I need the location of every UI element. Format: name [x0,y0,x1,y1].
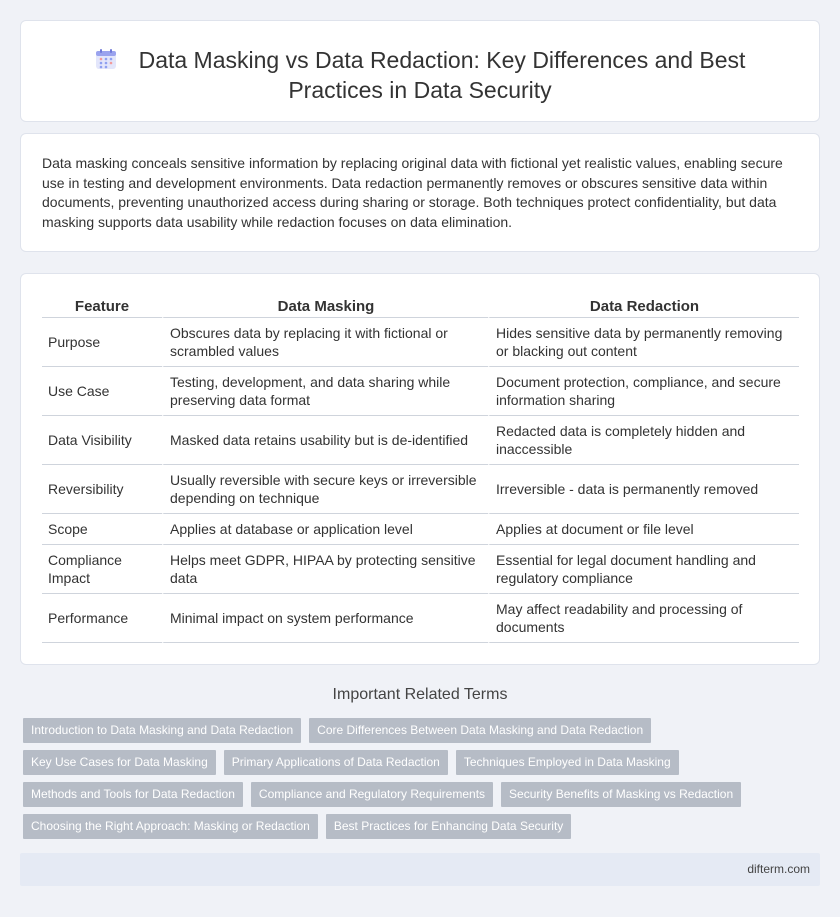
comparison-table [42,294,799,643]
feature-cell: Compliance Impact [42,545,162,594]
table-row [42,514,799,545]
tag-row [23,718,823,743]
masking-cell: Testing, development, and data sharing while preserving data format [162,367,488,416]
footer-site-link[interactable]: difterm.com [747,862,810,876]
feature-cell: Reversibility [42,465,162,514]
redaction-cell: Document protection, compliance, and secure information sharing [488,367,799,416]
related-terms-list [23,718,823,846]
redaction-cell: Redacted data is completely hidden and inaccessible [488,416,799,465]
header-feature: Feature [42,294,162,318]
table-row [42,416,799,465]
header-data-redaction: Data Redaction [488,294,799,318]
related-term-link[interactable]: Introduction to Data Masking and Data Redaction [23,718,301,743]
header-data-masking: Data Masking [162,294,488,318]
table-row [42,465,799,514]
masking-cell: Minimal impact on system performance [162,594,488,643]
intro-paragraph: Data masking conceals sensitive information by replacing original data with fictional yet realistic values, enabling secure use in testing and development environments. Data redaction permanently removes or obscures sensitive data within documents, preventing unauthorized access during sharing or storage. Both techniques protect confidentiality, but data masking supports data usability while redaction focuses on data elimination. [42,155,783,230]
redaction-cell: Essential for legal document handling and regulatory compliance [488,545,799,594]
table-row [42,545,799,594]
related-term-link[interactable]: Methods and Tools for Data Redaction [23,782,243,807]
related-term-link[interactable]: Key Use Cases for Data Masking [23,750,216,775]
feature-cell: Use Case [42,367,162,416]
feature-cell: Purpose [42,318,162,367]
masking-cell: Obscures data by replacing it with fictional or scrambled values [162,318,488,367]
feature-cell: Scope [42,514,162,545]
related-term-link[interactable]: Core Differences Between Data Masking and Data Redaction [309,718,651,743]
footer-bar [20,853,820,886]
intro-card [20,133,820,252]
calendar-grid-icon [95,48,117,70]
feature-cell: Data Visibility [42,416,162,465]
tag-row [23,814,823,839]
table-row [42,367,799,416]
table-header-row [42,294,799,318]
table-row [42,594,799,643]
comparison-card [20,273,820,665]
redaction-cell: Hides sensitive data by permanently removing or blacking out content [488,318,799,367]
related-term-link[interactable]: Best Practices for Enhancing Data Security [326,814,571,839]
redaction-cell: May affect readability and processing of documents [488,594,799,643]
redaction-cell: Applies at document or file level [488,514,799,545]
masking-cell: Masked data retains usability but is de-identified [162,416,488,465]
masking-cell: Helps meet GDPR, HIPAA by protecting sensitive data [162,545,488,594]
table-row [42,318,799,367]
masking-cell: Applies at database or application level [162,514,488,545]
related-terms-heading: Important Related Terms [332,686,508,703]
related-term-link[interactable]: Choosing the Right Approach: Masking or Redaction [23,814,318,839]
related-term-link[interactable]: Compliance and Regulatory Requirements [251,782,493,807]
redaction-cell: Irreversible - data is permanently removed [488,465,799,514]
tag-row [23,750,823,775]
related-term-link[interactable]: Security Benefits of Masking vs Redaction [501,782,741,807]
header-card [20,20,820,122]
masking-cell: Usually reversible with secure keys or irreversible depending on technique [162,465,488,514]
related-term-link[interactable]: Techniques Employed in Data Masking [456,750,679,775]
feature-cell: Performance [42,594,162,643]
tag-row [23,782,823,807]
page-title: Data Masking vs Data Redaction: Key Differences and Best Practices in Data Security [138,47,746,103]
related-term-link[interactable]: Primary Applications of Data Redaction [224,750,448,775]
page-title-wrap [21,45,819,105]
